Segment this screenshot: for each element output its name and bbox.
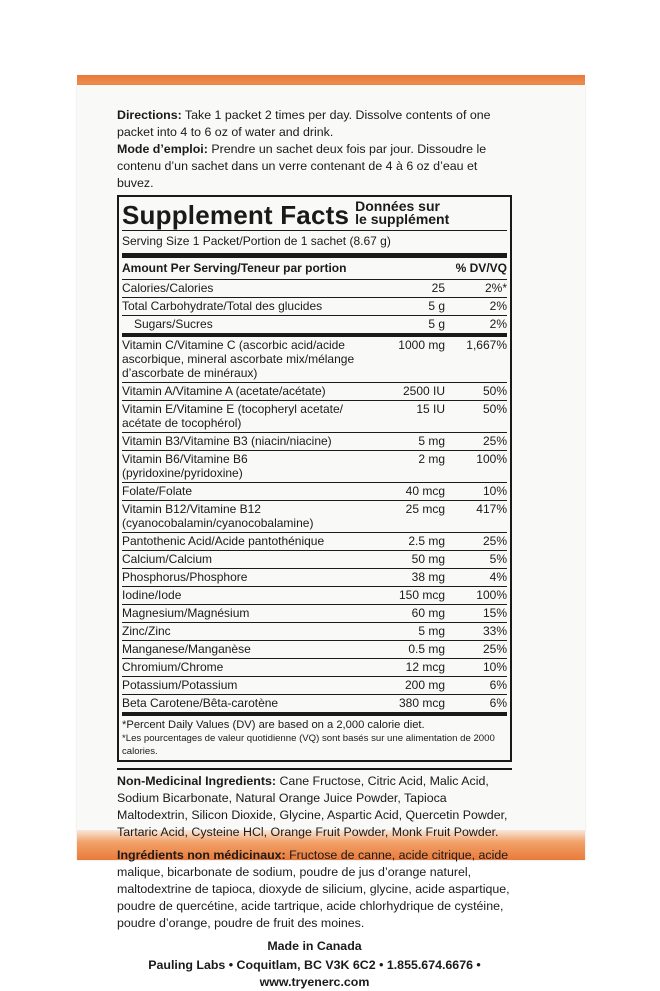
made-in-canada: Made in Canada (267, 939, 362, 953)
nutrient-name: Calories/Calories (122, 281, 214, 295)
nutrient-amount: 0.5 mg (408, 642, 445, 656)
nutrient-name: Folate/Folate (122, 484, 193, 498)
nutrient-dv: 2% (489, 317, 507, 331)
nutrient-name: Magnesium/Magnésium (122, 606, 250, 620)
nutrient-amount: 2 mg (418, 452, 445, 466)
nutrient-amount: 5 g (428, 317, 445, 331)
nutrient-amount: 40 mcg (405, 484, 445, 498)
nutrient-amount: 15 IU (416, 402, 445, 416)
nutrient-name: Beta Carotene/Bêta-carotène (122, 696, 279, 710)
nutrient-dv: 6% (489, 678, 507, 692)
nutrient-name: Vitamin C/Vitamine C (ascorbic acid/acide ascorbique, mineral ascorbate mix/mélange d’ascorbate de minéraux) (122, 338, 355, 380)
nutrient-row (122, 605, 507, 623)
nutrient-amount: 5 mg (418, 434, 445, 448)
nutrient-name: Total Carbohydrate/Total des glucides (122, 299, 323, 313)
nutrient-name: Sugars/Sucres (134, 317, 213, 331)
nutrient-dv: 1,667% (466, 338, 507, 352)
nutrient-name: Zinc/Zinc (122, 624, 171, 638)
nutrient-dv: 100% (476, 588, 507, 602)
nutrient-dv: 33% (482, 624, 507, 638)
nutrient-name: Vitamin B12/Vitamine B12 (cyanocobalamin/cyanocobalamine) (122, 502, 314, 530)
nutrient-dv: 5% (489, 552, 507, 566)
nutrient-amount: 50 mg (411, 552, 445, 566)
nutrient-dv: 50% (482, 402, 507, 416)
nutrient-amount: 2500 IU (402, 384, 445, 398)
nutrient-amount: 150 mcg (398, 588, 445, 602)
nutrient-row (122, 298, 507, 316)
nutrient-dv: 25% (482, 642, 507, 656)
nutrient-dv: 6% (489, 696, 507, 710)
nutrient-amount: 1000 mg (398, 338, 445, 352)
nutrient-name: Iodine/Iode (122, 588, 182, 602)
label-content (117, 107, 512, 991)
nutrient-dv: 417% (476, 502, 507, 516)
nutrient-amount: 2.5 mg (408, 534, 445, 548)
nutrient-dv: 4% (489, 570, 507, 584)
nutrient-amount: 12 mcg (405, 660, 445, 674)
nutrient-amount: 380 mcg (398, 696, 445, 710)
nutrient-name: Vitamin B6/Vitamine B6 (pyridoxine/pyridoxine) (122, 452, 248, 480)
directions-en: Directions: Take 1 packet 2 times per day. Dissolve contents of one packet into 4 to 6 oz of water and drink. (117, 108, 491, 139)
nutrient-row (122, 433, 507, 451)
nutrient-amount: 25 (431, 281, 445, 295)
nutrient-name: Vitamin A/Vitamine A (acetate/acétate) (122, 384, 326, 398)
nutrient-row (122, 501, 507, 533)
daily-value-footnote: *Percent Daily Values (DV) are based on a 2,000 calorie diet. *Les pourcentages de valeur quotidienne (VQ) sont basés sur une alimentation de 2000 calories. (122, 719, 495, 757)
nutrient-name: Chromium/Chrome (122, 660, 224, 674)
facts-title-en: Supplement Facts (122, 200, 350, 230)
nutrient-dv: 25% (482, 434, 507, 448)
nutrient-row (122, 533, 507, 551)
nutrient-name: Pantothenic Acid/Acide pantothénique (122, 534, 325, 548)
nutrient-row (122, 316, 507, 337)
nutrient-row (122, 677, 507, 695)
nutrient-name: Vitamin B3/Vitamine B3 (niacin/niacine) (122, 434, 332, 448)
manufacturer-contact: Pauling Labs • Coquitlam, BC V3K 6C2 • 1.855.674.6676 • www.tryenerc.com (148, 958, 481, 989)
nutrient-dv: 2%* (484, 281, 507, 295)
nutrient-dv: 10% (482, 484, 507, 498)
nutrient-row (122, 587, 507, 605)
nutrient-dv: 15% (482, 606, 507, 620)
nutrient-row (122, 623, 507, 641)
nutrient-row (122, 383, 507, 401)
ingredients-block (117, 768, 512, 991)
facts-title (122, 200, 507, 231)
nutrient-amount: 5 mg (418, 624, 445, 638)
nutrient-dv: 25% (482, 534, 507, 548)
nutrient-name: Vitamin E/Vitamine E (tocopheryl acetate/ acétate de tocophérol) (122, 402, 344, 430)
nutrient-name: Potassium/Potassium (122, 678, 238, 692)
nutrient-dv: 10% (482, 660, 507, 674)
nutrient-amount: 25 mcg (405, 502, 445, 516)
nutrient-name: Manganese/Manganèse (122, 642, 251, 656)
nutrient-row (122, 483, 507, 501)
nutrient-amount: 5 g (428, 299, 445, 313)
nutrient-name: Calcium/Calcium (122, 552, 213, 566)
nutrient-row (122, 695, 507, 716)
nutrient-dv: 2% (489, 299, 507, 313)
nutrient-dv: 50% (482, 384, 507, 398)
nutrient-row (122, 569, 507, 587)
nutrient-row (122, 641, 507, 659)
nutrient-row (122, 337, 507, 383)
nutrient-row (122, 451, 507, 483)
nutrient-amount: 60 mg (411, 606, 445, 620)
supplement-facts-panel (117, 195, 512, 762)
nutrient-amount: 200 mg (404, 678, 445, 692)
ingredients-en: Non-Medicinal Ingredients: Cane Fructose, Citric Acid, Malic Acid, Sodium Bicarbonate, Natural Orange Juice Powder, Tapioca Maltodextrin, Silicon Dioxide, Glycine, Aspartic Acid, Quercetin Powder, Tartaric Acid, Cysteine HCl, Orange Fruit Powder, Monk Fruit Powder. (117, 774, 508, 839)
nutrient-row (122, 401, 507, 433)
nutrient-row (122, 551, 507, 569)
serving-size: Serving Size 1 Packet/Portion de 1 sachet (8.67 g) (122, 231, 507, 258)
nutrient-row (122, 280, 507, 298)
nutrient-row (122, 659, 507, 677)
ingredients-fr: Ingrédients non médicinaux: Fructose de canne, acide citrique, acide malique, bicarbonate de sodium, poudre de jus d’orange naturel, maltodextrine de tapioca, dioxyde de silicium, glycine, acide aspartique, poudre de quercétine, acide tartrique, acide chlorhydrique de cystéine, poudre d’orange, poudre de fruit des moines. (117, 848, 510, 930)
nutrient-amount: 38 mg (411, 570, 445, 584)
directions-fr: Mode d’emploi: Prendre un sachet deux fois par jour. Dissoudre le contenu d’un sachet dans un verre contenant de 4 à 6 oz d’eau et buvez. (117, 142, 487, 190)
facts-title-fr: Données sur le supplément (355, 198, 450, 227)
nutrient-dv: 100% (476, 452, 507, 466)
nutrient-name: Phosphorus/Phosphore (122, 570, 248, 584)
directions-block (117, 107, 512, 192)
facts-header: Amount Per Serving/Teneur par portion % DV/VQ (122, 258, 507, 280)
